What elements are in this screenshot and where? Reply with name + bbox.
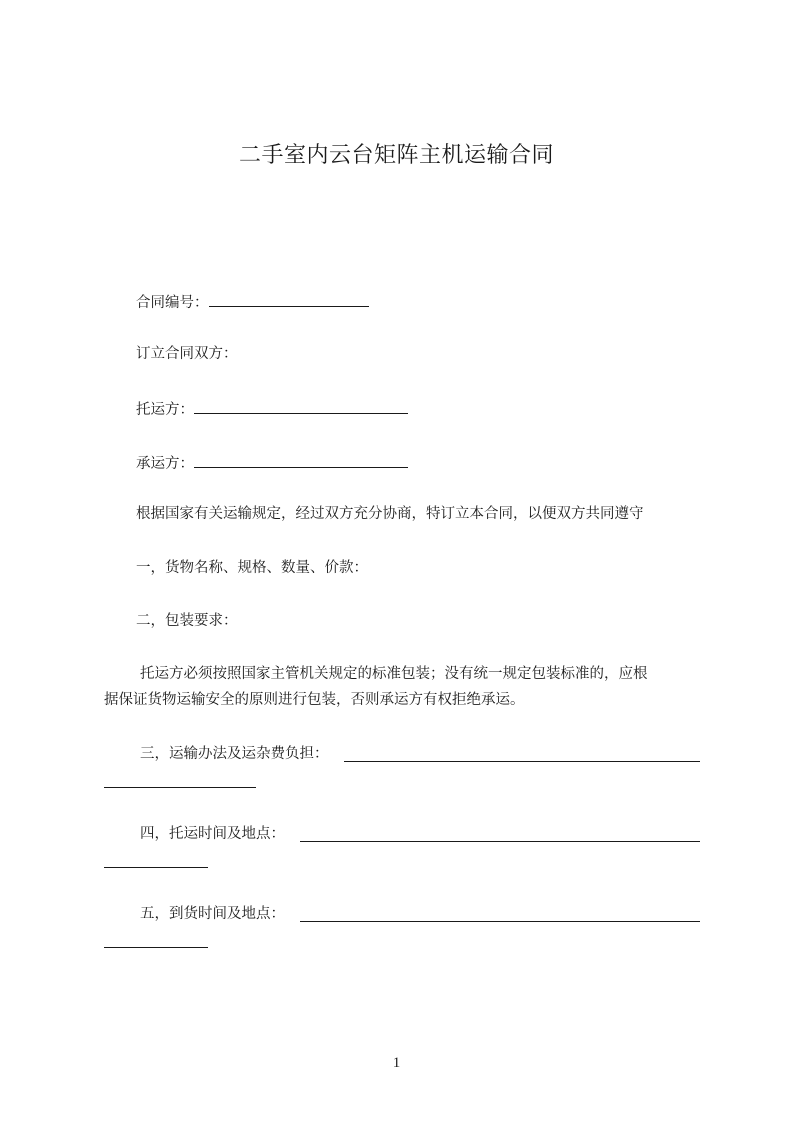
carrier-label: 承运方： xyxy=(136,456,194,472)
contract-number-line xyxy=(136,291,369,313)
section-3-blank-cont[interactable] xyxy=(104,786,256,788)
shipper-line xyxy=(136,398,408,420)
section-4-heading: 四，托运时间及地点： xyxy=(140,826,285,842)
section-5-heading: 五，到货时间及地点： xyxy=(140,906,285,922)
section-4-blank-cont[interactable] xyxy=(104,866,208,868)
section-3-heading: 三，运输办法及运杂费负担： xyxy=(140,746,329,762)
page-title: 二手室内云台矩阵主机运输合同 xyxy=(238,143,554,168)
shipper-blank[interactable] xyxy=(194,398,408,414)
section-4-blank[interactable] xyxy=(300,840,700,842)
carrier-line xyxy=(136,452,408,474)
shipper-label: 托运方： xyxy=(136,402,194,418)
section-2-heading: 二，包装要求： xyxy=(136,613,238,629)
section-3-blank[interactable] xyxy=(344,760,700,762)
section-5-blank-cont[interactable] xyxy=(104,946,208,948)
contract-number-blank[interactable] xyxy=(209,291,369,307)
contract-number-label: 合同编号： xyxy=(136,295,209,311)
section-5-blank[interactable] xyxy=(300,920,700,922)
section-1-heading: 一，货物名称、规格、数量、价款： xyxy=(136,560,368,576)
page-number: 1 xyxy=(392,1055,401,1071)
preamble-text: 根据国家有关运输规定，经过双方充分协商，特订立本合同，以便双方共同遵守 xyxy=(136,506,644,522)
section-2-text-line-1: 托运方必须按照国家主管机关规定的标准包装；没有统一规定包装标准的，应根 xyxy=(140,666,648,682)
parties-label: 订立合同双方： xyxy=(136,346,238,362)
carrier-blank[interactable] xyxy=(194,452,408,468)
section-2-text-line-2: 据保证货物运输安全的原则进行包装，否则承运方有权拒绝承运。 xyxy=(104,692,525,708)
